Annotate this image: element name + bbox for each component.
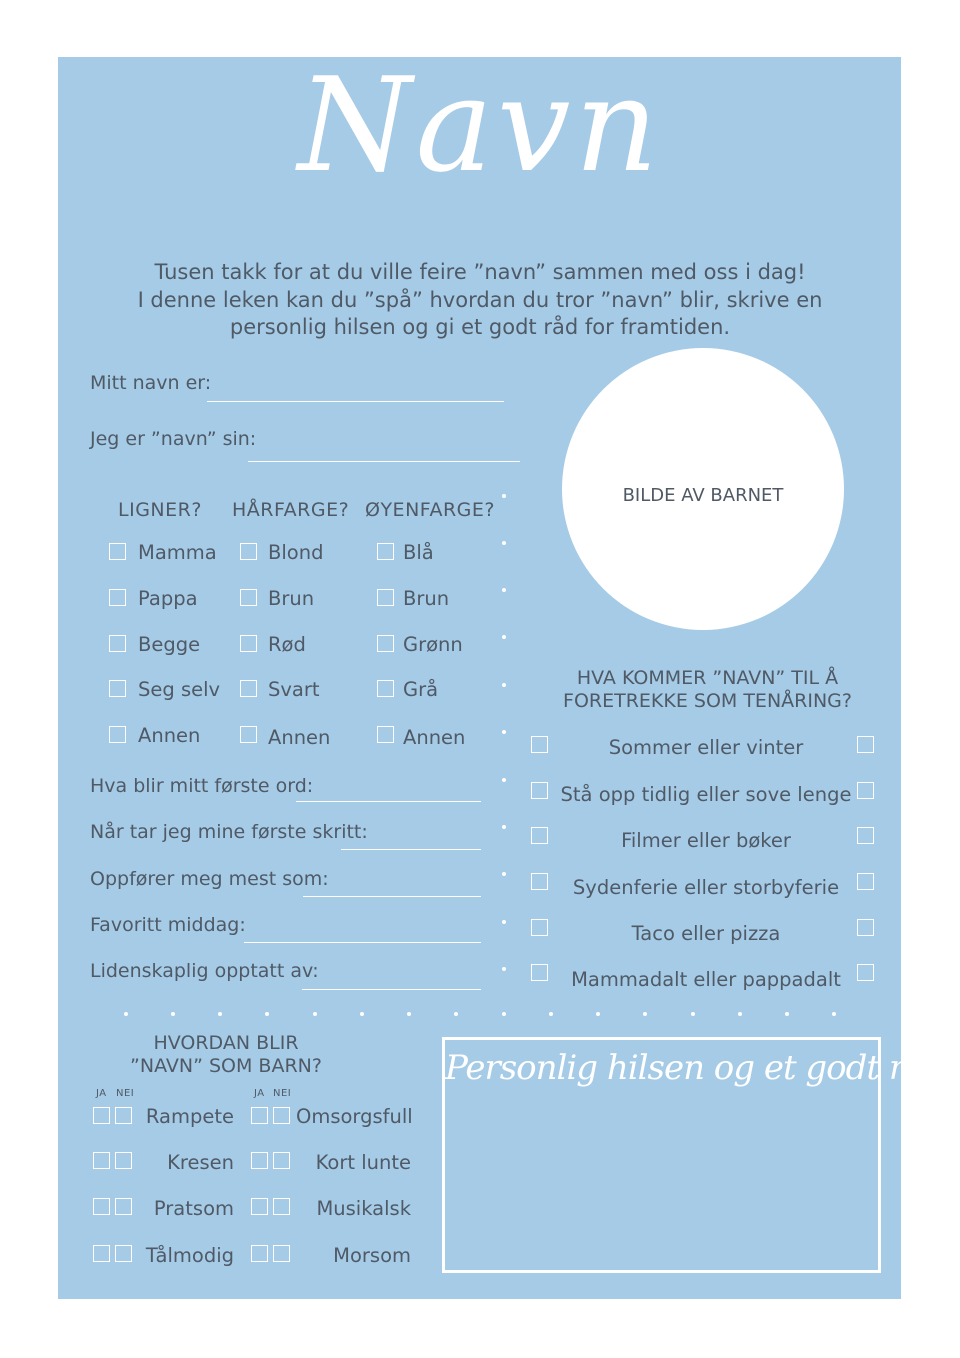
checkbox[interactable] — [240, 726, 257, 743]
field-label: Lidenskaplig opptatt av: — [90, 960, 319, 982]
checkbox[interactable] — [240, 589, 257, 606]
checkbox-right[interactable] — [857, 827, 874, 844]
checkbox-right[interactable] — [857, 782, 874, 799]
option-label: Mamma — [138, 541, 217, 564]
separator-dot — [360, 1012, 364, 1016]
separator-dot — [265, 1012, 269, 1016]
ja-label: JA — [254, 1088, 265, 1099]
column-header-harfarge: HÅRFARGE? — [232, 499, 350, 521]
separator-dot — [124, 1012, 128, 1016]
separator-dot — [171, 1012, 175, 1016]
ja-checkbox[interactable] — [93, 1245, 110, 1262]
checkbox[interactable] — [377, 726, 394, 743]
separator-dot — [785, 1012, 789, 1016]
ja-checkbox[interactable] — [251, 1152, 268, 1169]
trait-label: Kort lunte — [315, 1151, 411, 1174]
checkbox[interactable] — [109, 680, 126, 697]
teen-item: Filmer eller bøker — [621, 829, 791, 852]
nei-checkbox[interactable] — [115, 1152, 132, 1169]
nei-checkbox[interactable] — [273, 1245, 290, 1262]
separator-dot — [218, 1012, 222, 1016]
field-label: Oppfører meg mest som: — [90, 868, 329, 890]
relation-label: Jeg er ”navn” sin: — [90, 428, 257, 450]
nei-checkbox[interactable] — [115, 1245, 132, 1262]
checkbox[interactable] — [377, 680, 394, 697]
option-label: Rød — [268, 633, 306, 656]
option-label: Annen — [403, 726, 466, 749]
intro-line: Tusen takk for at du ville feire ”navn” sammen med oss i dag! — [154, 260, 806, 284]
separator-dot — [738, 1012, 742, 1016]
checkbox[interactable] — [109, 589, 126, 606]
trait-label: Musikalsk — [316, 1197, 411, 1220]
name-field[interactable] — [207, 401, 504, 402]
nei-label: NEI — [273, 1088, 292, 1099]
checkbox-left[interactable] — [531, 782, 548, 799]
separator-dot — [502, 588, 506, 592]
separator-dot — [691, 1012, 695, 1016]
field-label: Hva blir mitt første ord: — [90, 775, 314, 797]
option-label: Grå — [403, 678, 439, 701]
child-header-line: ”NAVN” SOM BARN? — [130, 1055, 322, 1077]
checkbox[interactable] — [240, 635, 257, 652]
separator-dot — [502, 494, 506, 498]
ja-label: JA — [96, 1088, 107, 1099]
separator-dot — [502, 730, 506, 734]
checkbox[interactable] — [377, 589, 394, 606]
nei-checkbox[interactable] — [273, 1107, 290, 1124]
option-label: Begge — [138, 633, 201, 656]
checkbox[interactable] — [109, 543, 126, 560]
separator-dot — [502, 967, 506, 971]
teen-item: Stå opp tidlig eller sove lenge — [560, 783, 852, 806]
teen-item: Taco eller pizza — [631, 922, 781, 945]
option-label: Seg selv — [138, 678, 221, 701]
trait-label: Kresen — [167, 1151, 234, 1174]
favorite-dinner-field[interactable] — [244, 942, 481, 943]
separator-dot — [502, 635, 506, 639]
ja-checkbox[interactable] — [251, 1107, 268, 1124]
intro-text — [130, 259, 830, 342]
relation-field[interactable] — [248, 461, 520, 462]
nei-checkbox[interactable] — [115, 1107, 132, 1124]
checkbox-left[interactable] — [531, 736, 548, 753]
separator-dot — [596, 1012, 600, 1016]
teen-item: Sydenferie eller storbyferie — [572, 876, 840, 899]
separator-dot — [407, 1012, 411, 1016]
checkbox[interactable] — [240, 543, 257, 560]
separator-dot — [454, 1012, 458, 1016]
separator-dot — [502, 778, 506, 782]
ja-checkbox[interactable] — [93, 1152, 110, 1169]
checkbox-right[interactable] — [857, 919, 874, 936]
separator-dot — [502, 872, 506, 876]
separator-dot — [832, 1012, 836, 1016]
field-label: Når tar jeg mine første skritt: — [90, 821, 368, 843]
teen-header-line: FORETREKKE SOM TENÅRING? — [563, 690, 852, 712]
checkbox[interactable] — [377, 635, 394, 652]
greeting-box[interactable] — [442, 1037, 945, 1273]
separator-dot — [502, 541, 506, 545]
ja-checkbox[interactable] — [251, 1245, 268, 1262]
checkbox[interactable] — [240, 680, 257, 697]
trait-label: Rampete — [145, 1105, 234, 1128]
checkbox-left[interactable] — [531, 873, 548, 890]
first-word-field[interactable] — [296, 801, 481, 802]
option-label: Annen — [138, 724, 201, 747]
separator-dot — [313, 1012, 317, 1016]
option-label: Blå — [403, 541, 434, 564]
option-label: Svart — [268, 678, 320, 701]
checkbox-left[interactable] — [531, 919, 548, 936]
behaves-like-field[interactable] — [303, 896, 481, 897]
nei-checkbox[interactable] — [273, 1152, 290, 1169]
checkbox-right[interactable] — [857, 736, 874, 753]
checkbox[interactable] — [109, 635, 126, 652]
trait-label: Pratsom — [153, 1197, 234, 1220]
separator-dot — [502, 920, 506, 924]
ja-checkbox[interactable] — [93, 1198, 110, 1215]
option-label: Brun — [268, 587, 315, 610]
photo-placeholder — [562, 348, 844, 630]
option-label: Annen — [268, 726, 331, 749]
child-header — [120, 1032, 332, 1078]
separator-dot — [502, 683, 506, 687]
ja-checkbox[interactable] — [251, 1198, 268, 1215]
name-label: Mitt navn er: — [90, 372, 212, 394]
option-label: Grønn — [403, 633, 463, 656]
checkbox-left[interactable] — [531, 827, 548, 844]
checkbox-right[interactable] — [857, 964, 874, 981]
field-label: Favoritt middag: — [90, 914, 246, 936]
option-label: Pappa — [138, 587, 198, 610]
greeting-title: Personlig hilsen og et godt råd — [445, 1048, 945, 1088]
child-header-line: HVORDAN BLIR — [153, 1032, 299, 1054]
teen-item: Sommer eller vinter — [608, 736, 804, 759]
first-steps-field[interactable] — [341, 849, 481, 850]
checkbox[interactable] — [377, 543, 394, 560]
intro-line: I denne leken kan du ”spå” hvordan du tror ”navn” blir, skrive en — [137, 287, 823, 312]
nei-label: NEI — [116, 1088, 135, 1099]
trait-label: Omsorgsfull — [296, 1105, 413, 1128]
passion-field[interactable] — [302, 989, 481, 990]
teen-header — [540, 667, 875, 713]
separator-dot — [502, 825, 506, 829]
ja-checkbox[interactable] — [93, 1107, 110, 1124]
separator-dot — [643, 1012, 647, 1016]
nei-checkbox[interactable] — [115, 1198, 132, 1215]
column-header-ligner: LIGNER? — [118, 499, 202, 521]
separator-dot — [549, 1012, 553, 1016]
nei-checkbox[interactable] — [273, 1198, 290, 1215]
teen-header-line: HVA KOMMER ”NAVN” TIL Å — [576, 667, 839, 689]
teen-item: Mammadalt eller pappadalt — [571, 968, 841, 991]
column-header-oyenfarge: ØYENFARGE? — [365, 499, 495, 521]
trait-label: Tålmodig — [145, 1244, 234, 1267]
option-label: Brun — [403, 587, 450, 610]
checkbox-right[interactable] — [857, 873, 874, 890]
intro-line: personlig hilsen og gi et godt råd for framtiden. — [229, 315, 731, 339]
option-label: Blond — [268, 541, 324, 564]
checkbox[interactable] — [109, 726, 126, 743]
page-title: Navn — [297, 49, 663, 201]
photo-label: BILDE AV BARNET — [622, 485, 784, 506]
separator-dot — [502, 1012, 506, 1016]
trait-label: Morsom — [333, 1244, 411, 1267]
checkbox-left[interactable] — [531, 964, 548, 981]
